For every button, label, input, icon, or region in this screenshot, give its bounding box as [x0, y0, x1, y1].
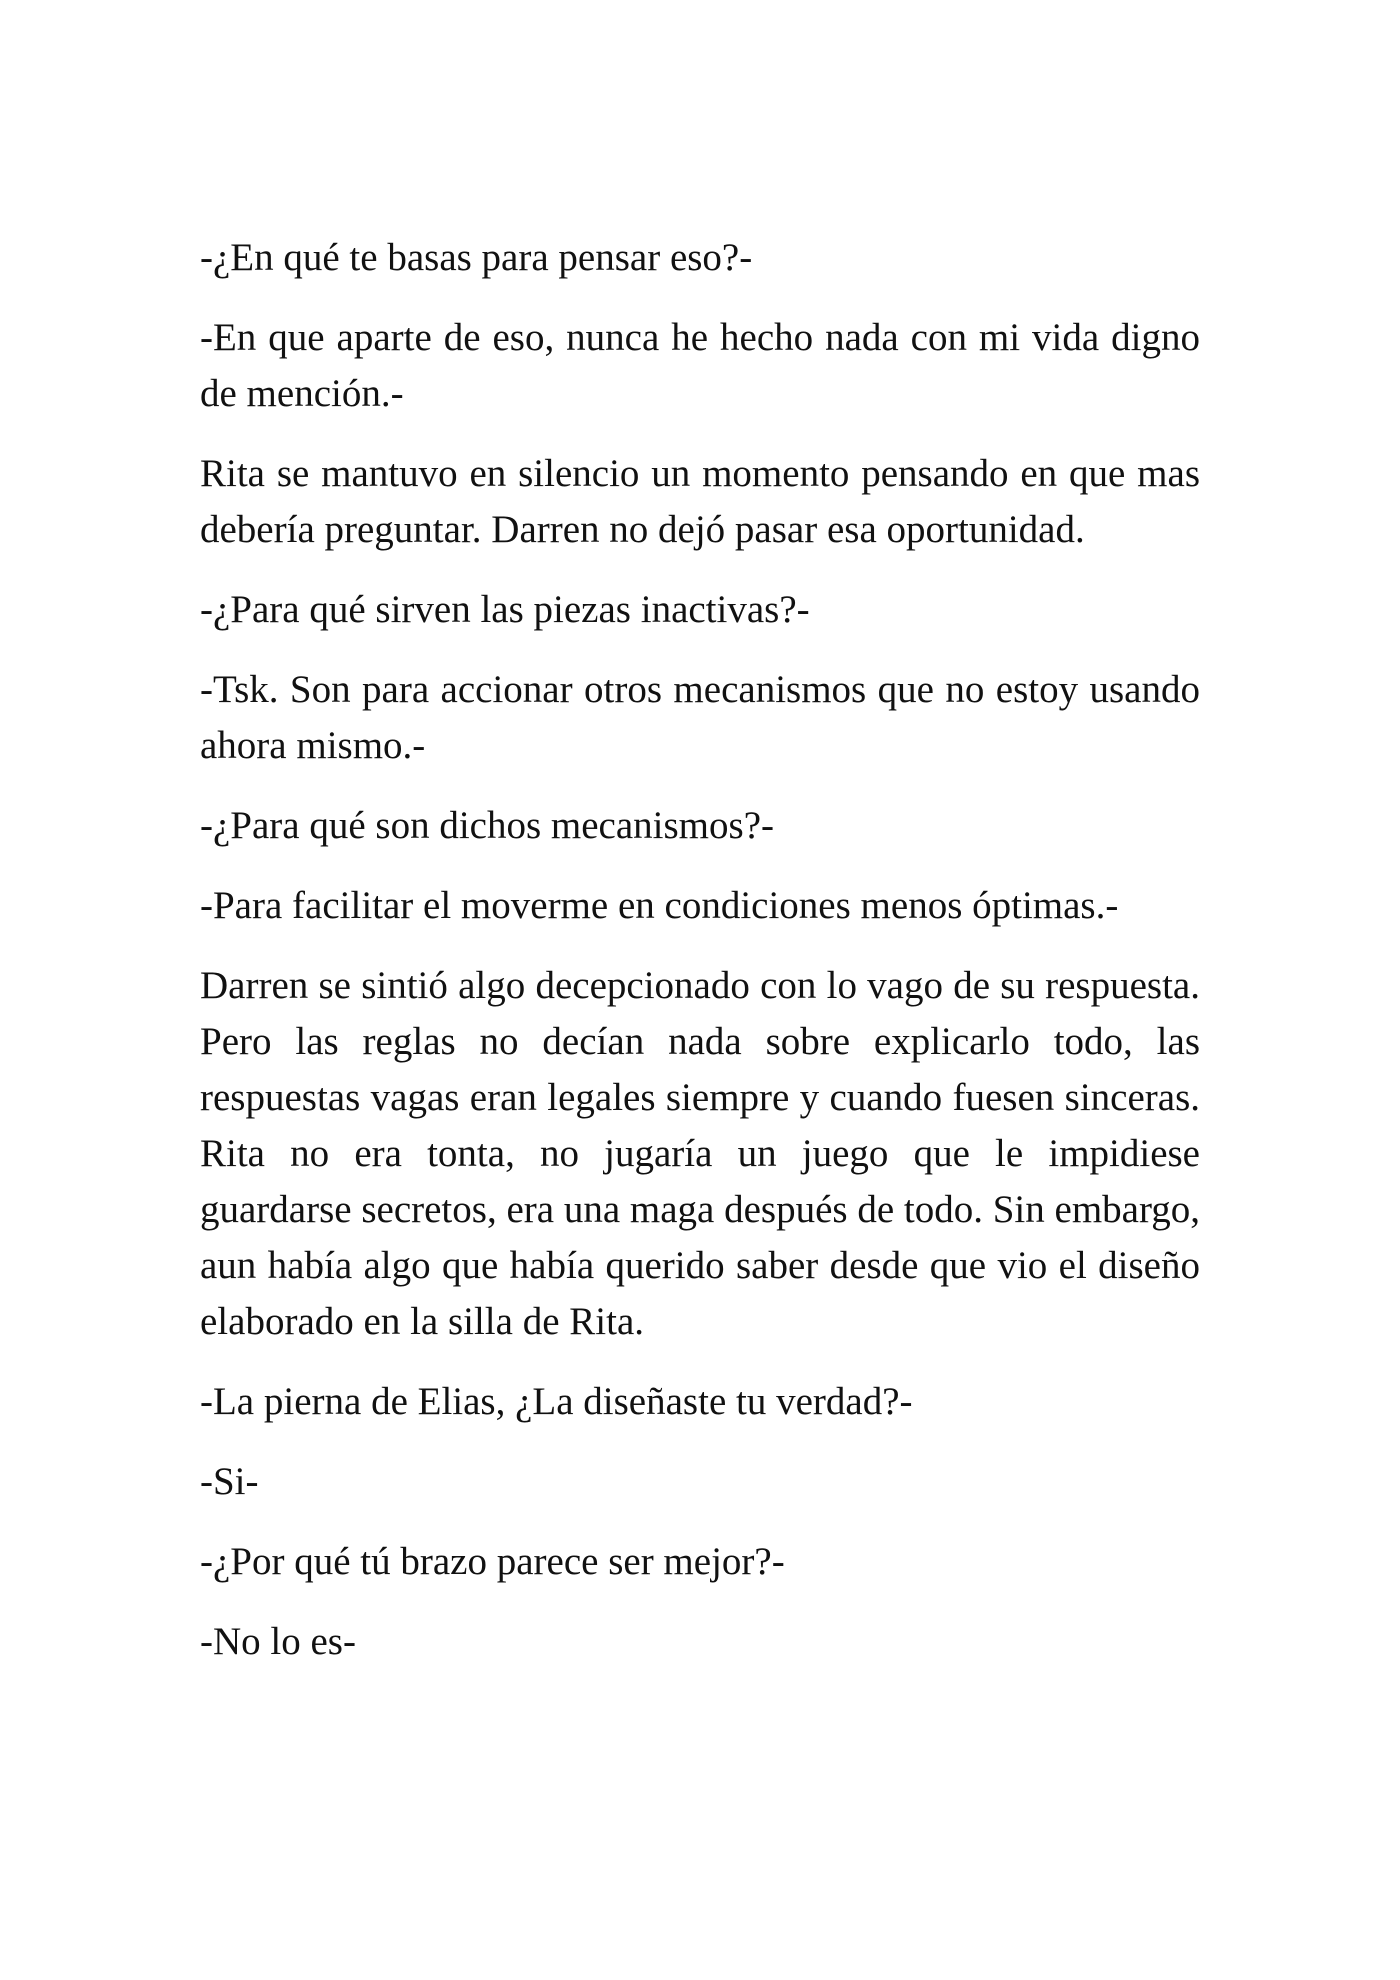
paragraph: -¿Para qué son dichos mecanismos?-	[200, 804, 774, 847]
paragraph: -¿En qué te basas para pensar eso?-	[200, 236, 753, 279]
paragraph: -En que aparte de eso, nunca he hecho nada con mi vida digno de mención.-	[200, 316, 1200, 415]
paragraph: -Para facilitar el moverme en condiciones menos óptimas.-	[200, 884, 1119, 927]
paragraph: Darren se sintió algo decepcionado con lo vago de su respuesta. Pero las reglas no decían nada sobre explicarlo todo, las respuestas vagas eran legales siempre y cuando fuesen sinceras. Rita no era tonta, no jugaría un juego que le impidiese guardarse secretos, era una maga después de todo. Sin embargo, aun había algo que había querido saber desde que vio el diseño elaborado en la silla de Rita.	[200, 964, 1200, 1343]
paragraph: -La pierna de Elias, ¿La diseñaste tu verdad?-	[200, 1380, 913, 1423]
paragraph: -No lo es-	[200, 1620, 356, 1663]
paragraph: -¿Para qué sirven las piezas inactivas?-	[200, 588, 810, 631]
paragraph: Rita se mantuvo en silencio un momento pensando en que mas debería preguntar. Darren no dejó pasar esa oportunidad.	[200, 452, 1200, 551]
document-body	[200, 230, 1200, 1694]
paragraph: -¿Por qué tú brazo parece ser mejor?-	[200, 1540, 785, 1583]
paragraph: -Si-	[200, 1460, 259, 1503]
paragraph: -Tsk. Son para accionar otros mecanismos que no estoy usando ahora mismo.-	[200, 668, 1200, 767]
